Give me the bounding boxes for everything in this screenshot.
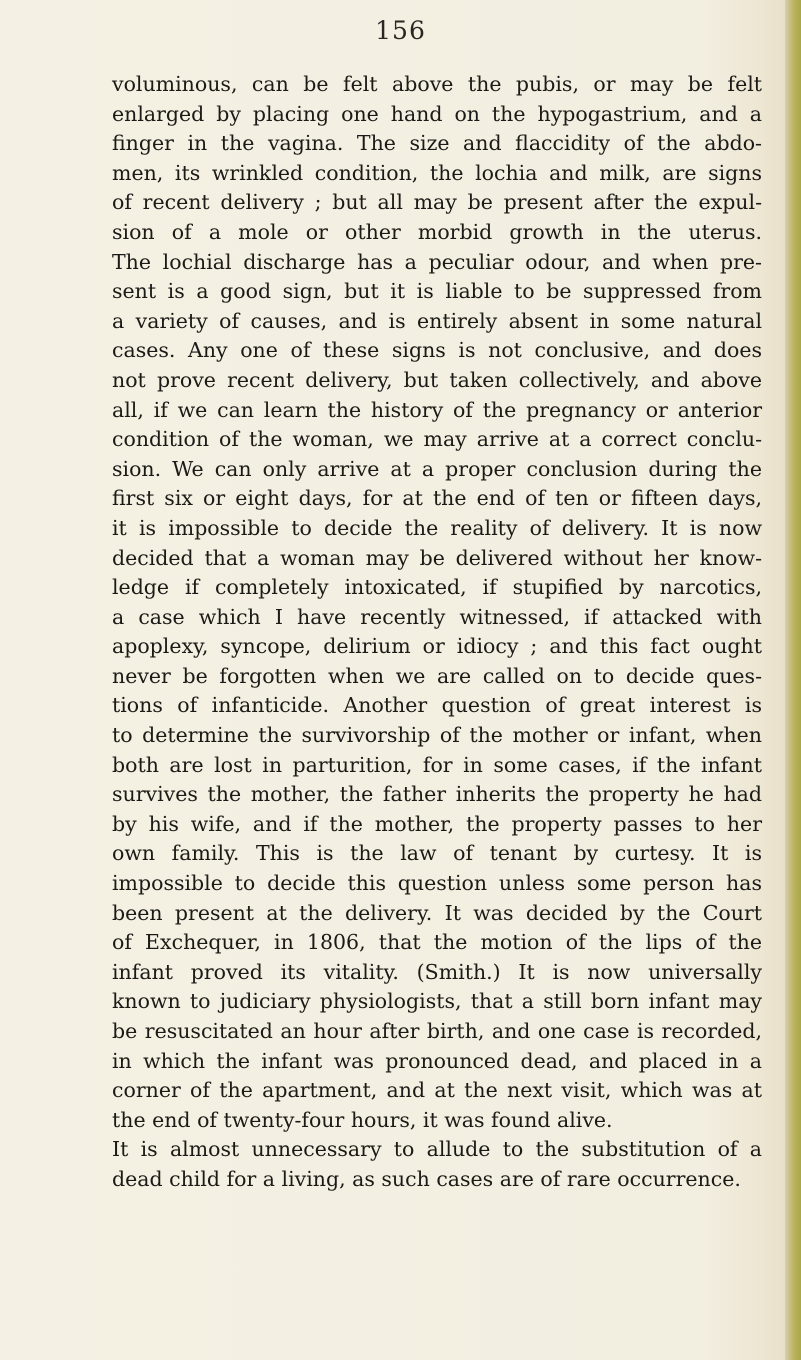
text-line: infant proved its vitality. (Smith.) It is now universally (112, 959, 762, 984)
text-line: first six or eight days, for at the end of ten or fifteen days, (112, 486, 762, 511)
text-line: to determine the survivorship of the mother or infant, when (112, 723, 762, 748)
text-line: corner of the apartment, and at the next visit, which was at (112, 1078, 762, 1103)
text-line: impossible to decide this question unless some person has (112, 871, 762, 896)
text-line: sent is a good sign, but it is liable to be suppressed from (112, 279, 762, 304)
text-line: decided that a woman may be delivered without her know- (112, 545, 762, 570)
text-line: not prove recent delivery, but taken collectively, and above (112, 367, 762, 392)
text-line: known to judiciary physiologists, that a still born infant may (112, 989, 762, 1014)
text-line: of recent delivery ; but all may be present after the expul- (112, 190, 762, 215)
text-line: a case which I have recently witnessed, if attacked with (112, 604, 762, 629)
text-line: apoplexy, syncope, delirium or idiocy ; and this fact ought (112, 634, 762, 659)
text-line: be resuscitated an hour after birth, and one case is recorded, (112, 1019, 762, 1043)
text-line: in which the infant was pronounced dead, and placed in a (112, 1048, 762, 1073)
text-line: of Exchequer, in 1806, that the motion of the lips of the (112, 930, 762, 955)
text-line: it is impossible to decide the reality of delivery. It is now (112, 515, 762, 540)
text-line: never be forgotten when we are called on to decide ques- (112, 663, 762, 688)
text-line: been present at the delivery. It was decided by the Court (112, 900, 762, 925)
text-line: sion. We can only arrive at a proper conclusion during the (112, 456, 762, 481)
page-number: 156 (375, 16, 426, 45)
text-line: sion of a mole or other morbid growth in the uterus. (112, 219, 762, 244)
page-edge (785, 0, 801, 1360)
text-line: a variety of causes, and is entirely absent in some natural (112, 308, 762, 333)
text-line: by his wife, and if the mother, the property passes to her (112, 811, 762, 836)
text-line: men, its wrinkled condition, the lochia and milk, are signs (112, 160, 762, 185)
text-line: condition of the woman, we may arrive at a correct conclu- (112, 427, 762, 452)
text-line: the end of twenty-four hours, it was found alive. (112, 1107, 613, 1132)
text-line: cases. Any one of these signs is not conclusive, and does (112, 338, 762, 363)
text-line: enlarged by placing one hand on the hypogastrium, and a (112, 101, 762, 126)
text-line: voluminous, can be felt above the pubis, or may be felt (112, 72, 762, 96)
text-line: finger in the vagina. The size and flaccidity of the abdo- (112, 131, 762, 156)
text-line: It is almost unnecessary to allude to the substitution of a (112, 1137, 762, 1162)
text-line: both are lost in parturition, for in some cases, if the infant (112, 752, 762, 777)
body-text (112, 70, 762, 1195)
text-line: survives the mother, the father inherits the property he had (112, 782, 762, 807)
text-line: dead child for a living, as such cases are of rare occurrence. (112, 1166, 741, 1191)
text-line: ledge if completely intoxicated, if stupified by narcotics, (112, 575, 762, 600)
text-line: own family. This is the law of tenant by curtesy. It is (112, 841, 762, 866)
text-line: The lochial discharge has a peculiar odour, and when pre- (112, 249, 762, 274)
text-line: tions of infanticide. Another question of great interest is (112, 693, 762, 718)
text-line: all, if we can learn the history of the pregnancy or anterior (112, 397, 762, 422)
